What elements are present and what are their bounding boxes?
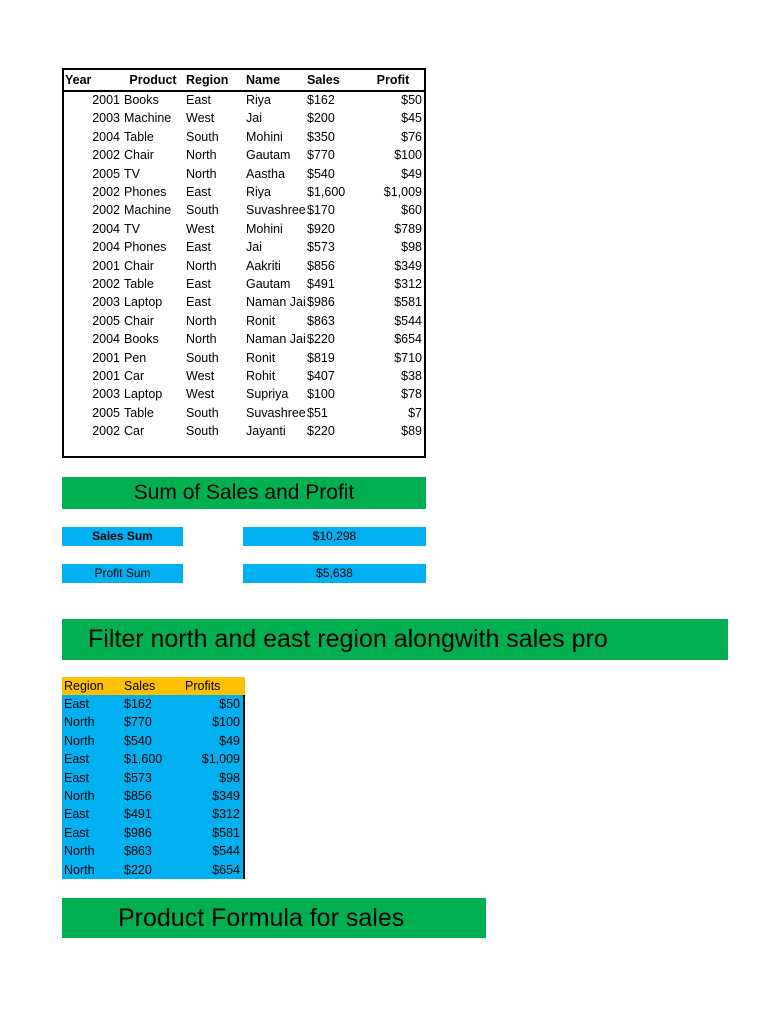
filter-cell-sales[interactable]: $986 [124,825,152,840]
cell-name[interactable]: Gautam [246,148,291,163]
filtered-row [62,861,245,879]
cell-profit[interactable]: $789 [394,221,422,236]
filtered-table-header [62,677,245,695]
cell-name[interactable]: Aakriti [246,258,281,273]
filter-cell-region[interactable]: East [64,697,90,711]
filter-cell-sales[interactable]: $856 [124,789,152,803]
filter-cell-profits[interactable]: $312 [212,807,240,822]
filter-cell-sales[interactable]: $770 [124,715,152,730]
table-row [64,385,424,403]
filtered-row [62,750,245,768]
table-row [64,183,424,201]
table-row [64,257,424,275]
table-row [64,128,424,146]
cell-profit[interactable]: $544 [394,313,422,328]
cell-name[interactable]: Rohit [246,369,276,383]
profit-sum-label[interactable]: Profit Sum [62,564,183,583]
cell-profit[interactable]: $1,009 [383,185,422,199]
table-row [64,165,424,183]
filter-header-sales[interactable]: Sales [124,679,156,693]
table-row [64,109,424,127]
cell-profit[interactable]: $98 [401,240,422,255]
header-name[interactable]: Name [246,73,281,87]
cell-product[interactable]: Phones [124,185,167,199]
header-region[interactable]: Region [186,73,229,87]
cell-sales[interactable]: $819 [307,350,335,365]
table-row [64,349,424,367]
cell-profit[interactable]: $76 [401,129,422,144]
cell-name[interactable]: Mohini [246,221,283,236]
cell-profit[interactable]: $312 [394,277,422,291]
filter-header-profits[interactable]: Profits [185,679,221,693]
cell-region[interactable]: South [186,350,219,365]
cell-profit[interactable]: $38 [401,369,422,383]
cell-name[interactable]: Naman Jai [246,295,306,310]
cell-profit[interactable]: $581 [394,295,422,310]
filter-cell-profits[interactable]: $100 [212,715,240,730]
cell-year[interactable]: 2002 [92,185,120,199]
cell-profit[interactable]: $100 [394,148,422,163]
filter-cell-profits[interactable]: $581 [212,825,240,840]
filter-cell-profits[interactable]: $654 [212,862,240,877]
cell-profit[interactable]: $78 [401,387,422,402]
cell-product[interactable]: Machine [124,203,172,218]
table-row [64,238,424,256]
filtered-row [62,842,245,860]
cell-year[interactable]: 2001 [92,93,120,107]
cell-product[interactable]: Chair [124,148,154,163]
cell-region[interactable]: North [186,148,217,163]
cell-region[interactable]: South [186,203,219,218]
cell-region[interactable]: West [186,221,215,236]
cell-sales[interactable]: $350 [307,129,335,144]
cell-sales[interactable]: $856 [307,258,335,273]
cell-region[interactable]: East [186,277,212,291]
cell-profit[interactable]: $50 [401,93,422,107]
table-row [64,404,424,422]
sum-section-title[interactable]: Sum of Sales and Profit [62,477,426,509]
filter-cell-sales[interactable]: $573 [124,770,152,785]
table-row [64,422,424,440]
header-year[interactable]: Year [65,73,92,87]
cell-profit[interactable]: $89 [401,424,422,439]
cell-name[interactable]: Jai [246,111,262,126]
filter-cell-sales[interactable]: $491 [124,807,152,822]
cell-year[interactable]: 2002 [92,148,120,163]
cell-product[interactable]: TV [124,221,140,236]
filter-cell-profits[interactable]: $1,009 [201,752,240,767]
filter-cell-region[interactable]: East [64,770,90,785]
cell-name[interactable]: Suvashree [246,203,306,218]
cell-sales[interactable]: $920 [307,221,335,236]
cell-name[interactable]: Supriya [246,387,289,402]
sales-data-table [62,68,426,458]
cell-name[interactable]: Riya [246,93,272,107]
header-sales[interactable]: Sales [307,73,340,87]
cell-year[interactable]: 2004 [92,240,120,255]
cell-product[interactable]: Books [124,93,159,107]
cell-profit[interactable]: $654 [394,332,422,347]
filter-cell-region[interactable]: East [64,807,90,822]
filter-cell-region[interactable]: North [64,862,95,877]
cell-year[interactable]: 2001 [92,258,120,273]
cell-year[interactable]: 2003 [92,295,120,310]
cell-name[interactable]: Mohini [246,129,283,144]
table-row [64,91,424,109]
table-row [64,367,424,385]
cell-region[interactable]: South [186,405,219,420]
cell-sales[interactable]: $100 [307,387,335,402]
cell-year[interactable]: 2004 [92,129,120,144]
cell-product[interactable]: Books [124,332,159,347]
cell-year[interactable]: 2001 [92,350,120,365]
filter-cell-region[interactable]: East [64,752,90,767]
filter-cell-sales[interactable]: $1,600 [124,752,163,767]
filtered-row [62,787,245,805]
cell-region[interactable]: South [186,424,219,439]
cell-profit[interactable]: $60 [401,203,422,218]
filter-cell-region[interactable]: North [64,844,95,859]
cell-region[interactable]: West [186,111,215,126]
filter-cell-region[interactable]: North [64,733,95,748]
cell-sales[interactable]: $407 [307,369,335,383]
filter-cell-sales[interactable]: $162 [124,697,152,711]
filtered-row [62,695,245,713]
cell-sales[interactable]: $540 [307,166,335,181]
filter-cell-region[interactable]: North [64,715,95,730]
filter-cell-profits[interactable]: $98 [219,770,240,785]
cell-region[interactable]: North [186,258,217,273]
filter-cell-region[interactable]: North [64,789,95,803]
cell-sales[interactable]: $863 [307,313,335,328]
cell-sales[interactable]: $491 [307,277,335,291]
filtered-row [62,732,245,750]
cell-name[interactable]: Riya [246,185,272,199]
cell-region[interactable]: North [186,332,217,347]
cell-year[interactable]: 2002 [92,424,120,439]
filtered-row [62,805,245,823]
table-row [64,201,424,219]
cell-region[interactable]: East [186,240,212,255]
cell-sales[interactable]: $770 [307,148,335,163]
filter-cell-profits[interactable]: $50 [219,697,240,711]
profit-sum-value[interactable]: $5,638 [243,564,426,583]
cell-name[interactable]: Naman Jai [246,332,306,347]
cell-year[interactable]: 2005 [92,166,120,181]
cell-profit[interactable]: $45 [401,111,422,126]
cell-name[interactable]: Ronit [246,313,276,328]
cell-product[interactable]: Phones [124,240,167,255]
cell-profit[interactable]: $7 [408,405,422,420]
table-row [64,275,424,293]
cell-profit[interactable]: $710 [394,350,422,365]
filter-cell-region[interactable]: East [64,825,90,840]
filtered-row [62,713,245,731]
cell-product[interactable]: TV [124,166,140,181]
cell-year[interactable]: 2005 [92,405,120,420]
table-row [64,146,424,164]
cell-name[interactable]: Gautam [246,277,291,291]
cell-year[interactable]: 2002 [92,277,120,291]
filtered-row [62,824,245,842]
cell-product[interactable]: Car [124,424,145,439]
table-row [64,330,424,348]
filter-cell-sales[interactable]: $220 [124,862,152,877]
cell-year[interactable]: 2005 [92,313,120,328]
cell-sales[interactable]: $573 [307,240,335,255]
sales-sum-value[interactable]: $10,298 [243,527,426,546]
cell-year[interactable]: 2003 [92,387,120,402]
table-row [64,293,424,311]
header-product[interactable]: Product [129,73,177,87]
cell-region[interactable]: East [186,295,212,310]
cell-name[interactable]: Suvashree [246,405,306,420]
table-header-row [64,71,424,89]
cell-product[interactable]: Laptop [124,295,163,310]
cell-name[interactable]: Aastha [246,166,285,181]
table-row [64,220,424,238]
cell-sales[interactable]: $51 [307,405,328,420]
cell-region[interactable]: East [186,185,212,199]
cell-name[interactable]: Jayanti [246,424,286,439]
cell-region[interactable]: West [186,387,215,402]
cell-product[interactable]: Laptop [124,387,163,402]
header-profit[interactable]: Profit [376,73,410,87]
cell-product[interactable]: Table [124,405,154,420]
cell-region[interactable]: North [186,166,217,181]
filter-cell-profits[interactable]: $349 [212,789,240,803]
cell-sales[interactable]: $162 [307,93,335,107]
cell-sales[interactable]: $986 [307,295,335,310]
cell-year[interactable]: 2001 [92,369,120,383]
cell-product[interactable]: Chair [124,313,154,328]
filter-header-region[interactable]: Region [64,679,104,693]
sales-sum-label[interactable]: Sales Sum [62,527,183,546]
cell-name[interactable]: Ronit [246,350,276,365]
cell-product[interactable]: Pen [124,350,147,365]
cell-profit[interactable]: $49 [401,166,422,181]
filter-cell-profits[interactable]: $49 [219,733,240,748]
cell-sales[interactable]: $1,600 [307,185,346,199]
cell-name[interactable]: Jai [246,240,262,255]
cell-region[interactable]: South [186,129,219,144]
product-section-title[interactable]: Product Formula for sales [62,898,486,938]
cell-year[interactable]: 2004 [92,221,120,236]
filter-cell-profits[interactable]: $544 [212,844,240,859]
cell-product[interactable]: Table [124,129,154,144]
cell-profit[interactable]: $349 [394,258,422,273]
cell-sales[interactable]: $220 [307,332,335,347]
filter-cell-sales[interactable]: $540 [124,733,152,748]
filtered-table-body [62,695,245,879]
filter-cell-sales[interactable]: $863 [124,844,152,859]
cell-region[interactable]: West [186,369,215,383]
cell-year[interactable]: 2003 [92,111,120,126]
cell-sales[interactable]: $170 [307,203,335,218]
cell-product[interactable]: Table [124,277,154,291]
cell-sales[interactable]: $200 [307,111,335,126]
filtered-row [62,769,245,787]
cell-year[interactable]: 2004 [92,332,120,347]
cell-region[interactable]: East [186,93,212,107]
cell-product[interactable]: Machine [124,111,172,126]
cell-product[interactable]: Car [124,369,145,383]
cell-product[interactable]: Chair [124,258,154,273]
filter-section-title[interactable]: Filter north and east region alongwith sales pro [62,619,728,660]
table-row [64,312,424,330]
cell-region[interactable]: North [186,313,217,328]
cell-sales[interactable]: $220 [307,424,335,439]
cell-year[interactable]: 2002 [92,203,120,218]
